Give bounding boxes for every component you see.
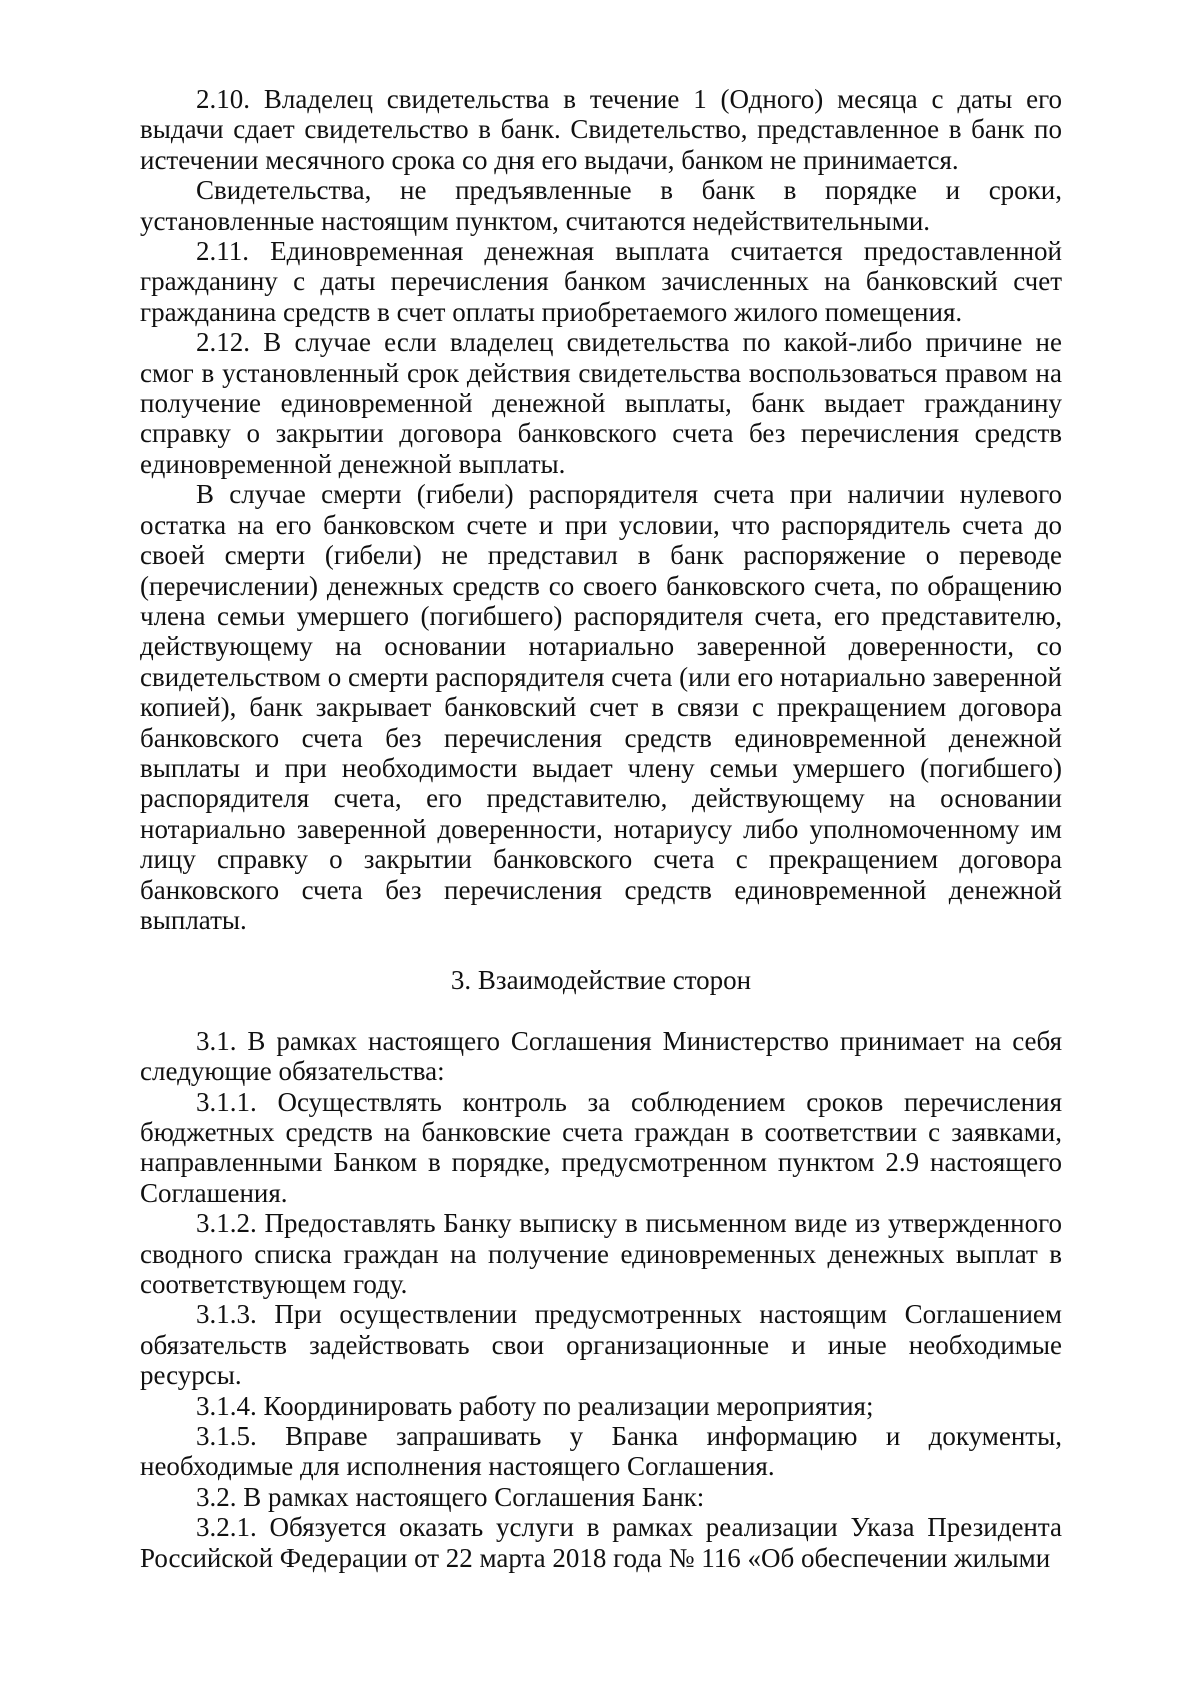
paragraph-2-11: 2.11. Единовременная денежная выплата считается предоставленной гражданину с даты перечисления банком зачисленных на банковский счет гражданина средств в счет оплаты приобретаемого жилого помещения. [140,236,1062,327]
paragraph-2-12: 2.12. В случае если владелец свидетельства по какой-либо причине не смог в установленный срок действия свидетельства воспользоваться правом на получение единовременной денежной выплаты, банк выдает гражданину справку о закрытии договора банковского счета без перечисления средств единовременной денежной выплаты. [140,327,1062,479]
paragraph-3-1: 3.1. В рамках настоящего Соглашения Министерство принимает на себя следующие обязательства: [140,1025,1062,1087]
paragraph-3-1-1: 3.1.1. Осуществлять контроль за соблюдением сроков перечисления бюджетных средств на банковские счета граждан в соответствии с заявками, направленными Банком в порядке, предусмотренном пунктом 2.9 настоящего Соглашения. [140,1086,1062,1208]
paragraph-3-2: 3.2. В рамках настоящего Соглашения Банк: [196,1481,705,1512]
paragraph-3-1-2: 3.1.2. Предоставлять Банку выписку в письменном виде из утвержденного сводного списка граждан на получение единовременных денежных выплат в соответствующем году. [140,1208,1062,1300]
paragraph-death-case: В случае смерти (гибели) распорядителя счета при наличии нулевого остатка на его банковском счете и при условии, что распорядитель счета до своей смерти (гибели) не представил в банк распоряжение о переводе (перечислении) денежных средств со своего банковского счета, по обращению члена семьи умершего (погибшего) распорядителя счета, его представителю, действующему на основании нотариально заверенной доверенности, со свидетельством о смерти распорядителя счета (или его нотариально заверенной копией), банк закрывает банковский счет в связи с прекращением договора банковского счета без перечисления средств единовременной денежной выплаты и при необходимости выдает члену семьи умершего (погибшего) распорядителя счета, его представителю, действующему на основании нотариально заверенной доверенности, нотариусу либо уполномоченному им лицу справку о закрытии банковского счета с прекращением договора банковского счета без перечисления средств единовременной денежной выплаты. [140,479,1062,935]
paragraph-invalid-certificates: Свидетельства, не предъявленные в банк в порядке и сроки, установленные настоящим пунктом, считаются недействительными. [140,175,1062,236]
paragraph-3-1-3: 3.1.3. При осуществлении предусмотренных настоящим Соглашением обязательств задействовать свои организационные и иные необходимые ресурсы. [140,1299,1062,1391]
paragraph-3-1-4: 3.1.4. Координировать работу по реализации мероприятия; [196,1390,874,1421]
document-page [140,84,1062,1573]
paragraph-2-10: 2.10. Владелец свидетельства в течение 1 (Одного) месяца с даты его выдачи сдает свидетельство в банк. Свидетельство, представленное в банк по истечении месячного срока со дня его выдачи, банком не принимается. [140,84,1062,175]
paragraph-3-1-5: 3.1.5. Вправе запрашивать у Банка информацию и документы, необходимые для исполнения настоящего Соглашения. [140,1421,1062,1482]
section-heading: 3. Взаимодействие сторон [450,965,752,996]
paragraph-3-2-1: 3.2.1. Обязуется оказать услуги в рамках реализации Указа Президента Российской Федерации от 22 марта 2018 года № 116 «Об обеспечении жилыми [140,1512,1062,1573]
